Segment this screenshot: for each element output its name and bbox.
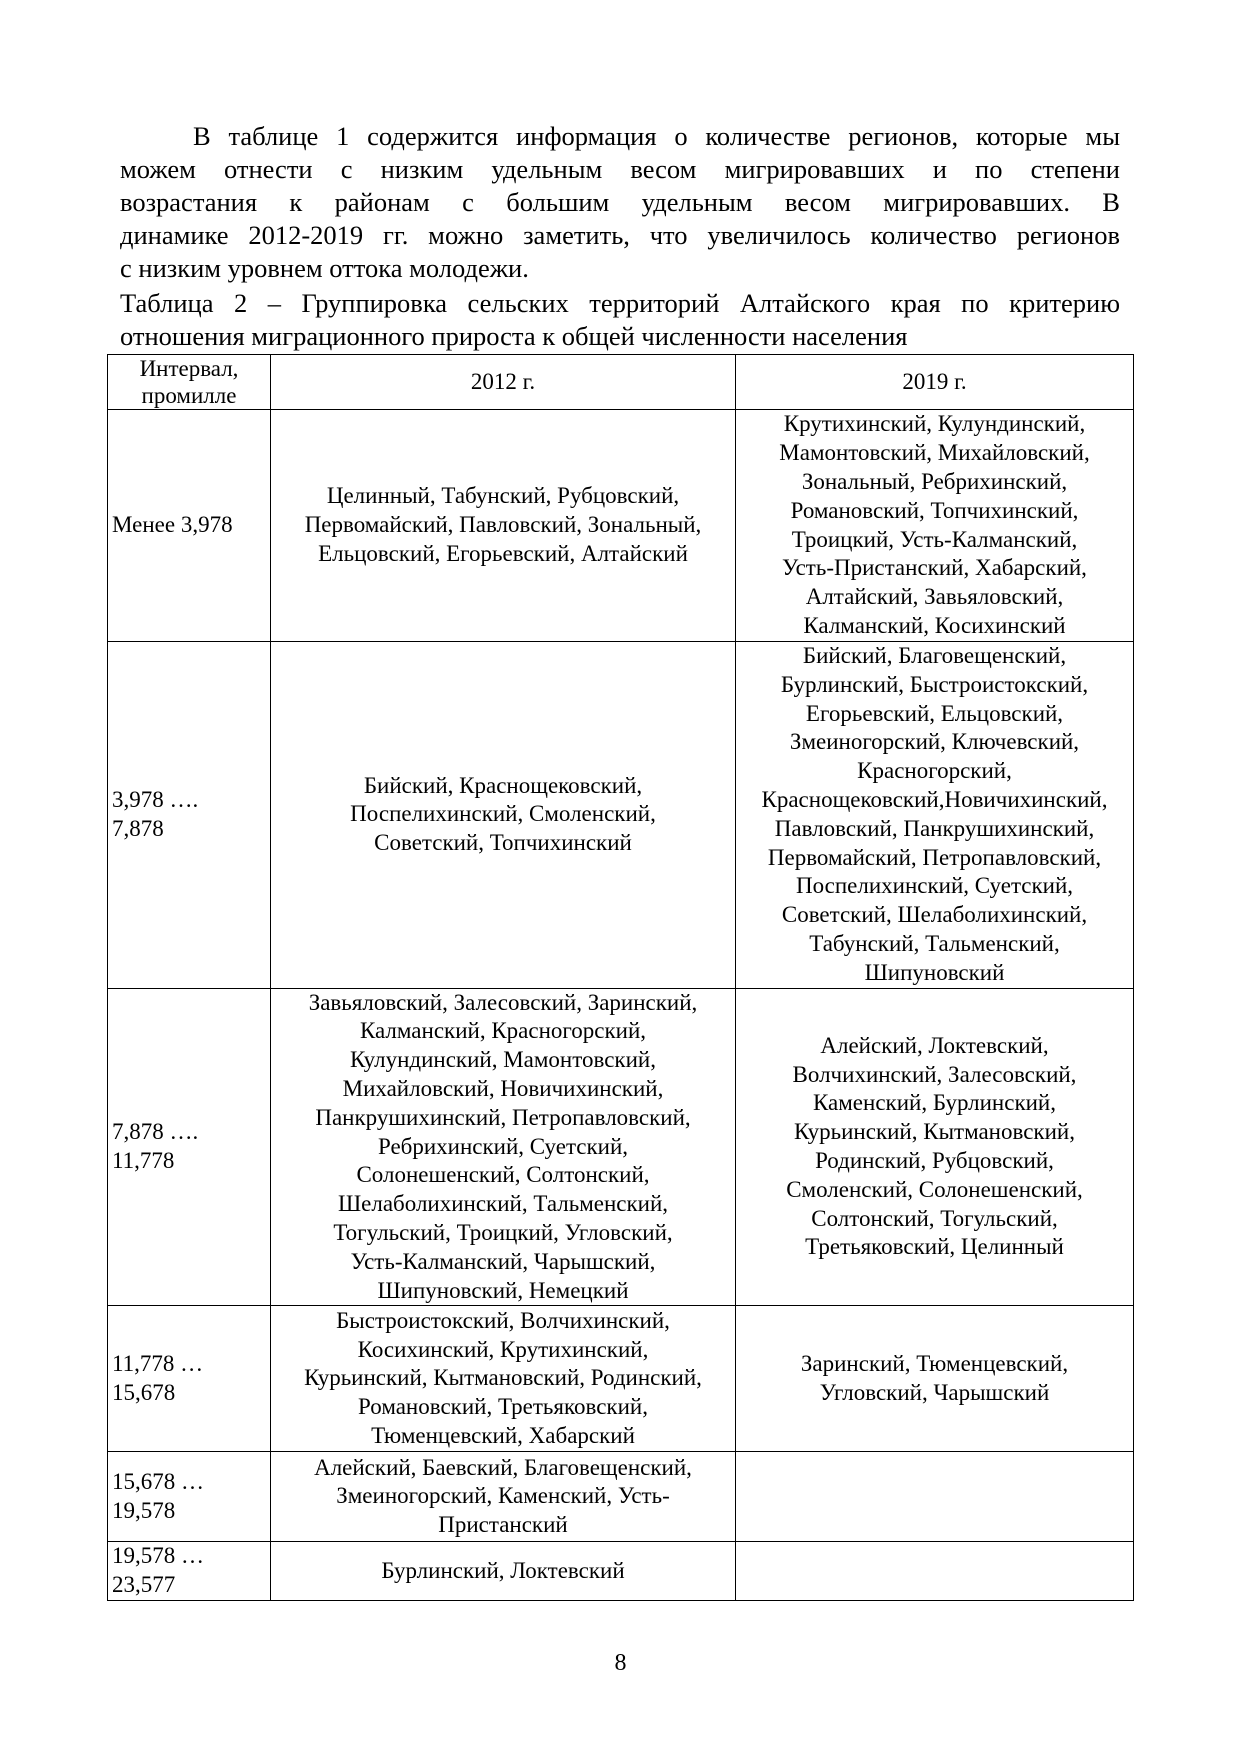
interval-line: 15,678 …: [112, 1469, 204, 1495]
district-line: Змеиногорский, Ключевский,: [789, 729, 1080, 755]
district-line: Троицкий, Усть-Калманский,: [791, 526, 1078, 552]
district-line: Целинный, Табунский, Рубцовский,: [326, 483, 680, 509]
district-line: Краснощековский,Новичихинский,: [761, 786, 1108, 812]
district-line: Мамонтовский, Михайловский,: [779, 440, 1090, 466]
district-line: Усть-Калманский, Чарышский,: [350, 1248, 656, 1274]
district-line: Шелаболихинский, Тальменский,: [337, 1191, 669, 1217]
paragraph-line: с низким уровнем оттока молодежи.: [120, 253, 529, 283]
caption-line: Таблица 2 – Группировка сельских территорий Алтайского края по критерию: [120, 288, 1120, 318]
district-line: Калманский, Красногорский,: [359, 1018, 647, 1044]
district-line: Бийский, Краснощековский,: [363, 772, 643, 798]
district-line: Алейский, Баевский, Благовещенский,: [314, 1454, 692, 1480]
districts-2012-cell: [271, 1306, 736, 1452]
paragraph-line: можем отнести с низким удельным весом мигрировавших и по степени: [120, 154, 1120, 184]
page-number: 8: [614, 1650, 627, 1676]
interval-line: 7,878 ….: [112, 1119, 199, 1145]
table-row: [108, 1542, 1134, 1601]
table-row: [108, 410, 1134, 642]
districts-2012-cell: [271, 988, 736, 1306]
district-line: Косихинский, Крутихинский,: [357, 1336, 649, 1362]
interval-cell: [108, 1306, 271, 1452]
table-caption: [120, 287, 1120, 353]
districts-2019-cell: [736, 988, 1134, 1306]
intro-paragraph: [120, 120, 1120, 285]
district-line: Зональный, Ребрихинский,: [801, 468, 1068, 494]
district-line: Солонешенский, Солтонский,: [356, 1162, 650, 1188]
district-line: Советский, Шелаболихинский,: [781, 902, 1088, 928]
district-line: Быстроистокский, Волчихинский,: [336, 1307, 670, 1333]
interval-line: Менее 3,978: [112, 512, 233, 538]
district-line: Романовский, Топчихинский,: [790, 497, 1079, 523]
district-line: Тюменцевский, Хабарский: [371, 1423, 635, 1449]
interval-cell: [108, 410, 271, 642]
districts-2019-cell: [736, 410, 1134, 642]
interval-line: 11,778 …: [112, 1351, 204, 1377]
district-line: Волчихинский, Залесовский,: [792, 1061, 1077, 1087]
district-line: Шипуновский, Немецкий: [377, 1277, 629, 1303]
table-header-row: [108, 355, 1134, 410]
interval-line: 11,778: [112, 1147, 175, 1173]
district-line: Первомайский, Петропавловский,: [767, 844, 1102, 870]
interval-line: 23,577: [112, 1572, 176, 1598]
table-row: [108, 1452, 1134, 1542]
district-line: Заринский, Тюменцевский,: [800, 1351, 1069, 1377]
district-line: Панкрушихинский, Петропавловский,: [315, 1104, 691, 1130]
district-line: Бурлинский, Быстроистокский,: [780, 671, 1089, 697]
table-row: [108, 1306, 1134, 1452]
caption-line: отношения миграционного прироста к общей численности населения: [120, 321, 908, 351]
districts-2019-cell: [736, 1452, 1134, 1542]
interval-line: 3,978 ….: [112, 786, 199, 812]
district-line: Егорьевский, Ельцовский,: [805, 700, 1064, 726]
interval-cell: [108, 642, 271, 989]
grouping-table: [107, 354, 1134, 1601]
districts-2019-cell: [736, 1542, 1134, 1601]
district-line: Шипуновский: [864, 959, 1005, 985]
district-line: Третьяковский, Целинный: [805, 1234, 1064, 1260]
district-line: Угловский, Чарышский: [819, 1379, 1050, 1405]
district-line: Алтайский, Завьяловский,: [805, 584, 1064, 610]
district-line: Тогульский, Троицкий, Угловский,: [333, 1219, 673, 1245]
interval-line: 7,878: [112, 815, 164, 841]
interval-cell: [108, 1542, 271, 1601]
district-line: Крутихинский, Кулундинский,: [783, 411, 1086, 437]
header-2019: 2019 г.: [736, 355, 1134, 410]
districts-2012-cell: [271, 642, 736, 989]
district-line: Змеиногорский, Каменский, Усть-: [336, 1483, 670, 1509]
districts-2019-cell: [736, 1306, 1134, 1452]
district-line: Первомайский, Павловский, Зональный,: [304, 512, 702, 538]
interval-line: 19,578: [112, 1497, 176, 1523]
interval-cell: [108, 1452, 271, 1542]
table-row: [108, 642, 1134, 989]
district-line: Усть-Пристанский, Хабарский,: [782, 555, 1087, 581]
districts-2012-cell: [271, 410, 736, 642]
districts-2012-cell: [271, 1542, 736, 1601]
district-line: Смоленский, Солонешенский,: [786, 1176, 1083, 1202]
district-line: Бурлинский, Локтевский: [381, 1557, 625, 1583]
districts-2019-cell: [736, 642, 1134, 989]
district-line: Романовский, Третьяковский,: [358, 1394, 648, 1420]
interval-cell: [108, 988, 271, 1306]
district-line: Михайловский, Новичихинский,: [342, 1075, 664, 1101]
header-2012: 2012 г.: [271, 355, 736, 410]
district-line: Поспелихинский, Суетский,: [795, 873, 1074, 899]
district-line: Павловский, Панкрушихинский,: [774, 815, 1095, 841]
district-line: Алейский, Локтевский,: [820, 1032, 1049, 1058]
district-line: Курьинский, Кытмановский, Родинский,: [304, 1365, 702, 1391]
district-line: Кулундинский, Мамонтовский,: [350, 1047, 656, 1073]
header-interval: [108, 355, 271, 410]
district-line: Родинский, Рубцовский,: [815, 1147, 1054, 1173]
district-line: Завьяловский, Залесовский, Заринский,: [308, 989, 698, 1015]
district-line: Солтонский, Тогульский,: [811, 1205, 1058, 1231]
paragraph-line: В таблице 1 содержится информация о количестве регионов, которые мы: [193, 121, 1120, 151]
interval-line: 15,678: [112, 1379, 176, 1405]
district-line: Калманский, Косихинский: [803, 612, 1066, 638]
district-line: Каменский, Бурлинский,: [813, 1090, 1056, 1116]
interval-line: 19,578 …: [112, 1543, 204, 1569]
header-interval-line: промилле: [141, 383, 237, 408]
district-line: Поспелихинский, Смоленский,: [350, 801, 656, 827]
district-line: Табунский, Тальменский,: [809, 930, 1060, 956]
district-line: Пристанский: [438, 1512, 568, 1538]
district-line: Ельцовский, Егорьевский, Алтайский: [318, 540, 688, 566]
district-line: Советский, Топчихинский: [374, 830, 632, 856]
header-interval-line: Интервал,: [139, 356, 239, 381]
district-line: Курьинский, Кытмановский,: [794, 1119, 1075, 1145]
paragraph-line: динамике 2012-2019 гг. можно заметить, что увеличилось количество регионов: [120, 220, 1120, 250]
table-row: [108, 988, 1134, 1306]
districts-2012-cell: [271, 1452, 736, 1542]
district-line: Красногорский,: [857, 758, 1012, 784]
paragraph-line: возрастания к районам с большим удельным весом мигрировавших. В: [120, 187, 1120, 217]
district-line: Ребрихинский, Суетский,: [377, 1133, 629, 1159]
district-line: Бийский, Благовещенский,: [802, 643, 1067, 668]
